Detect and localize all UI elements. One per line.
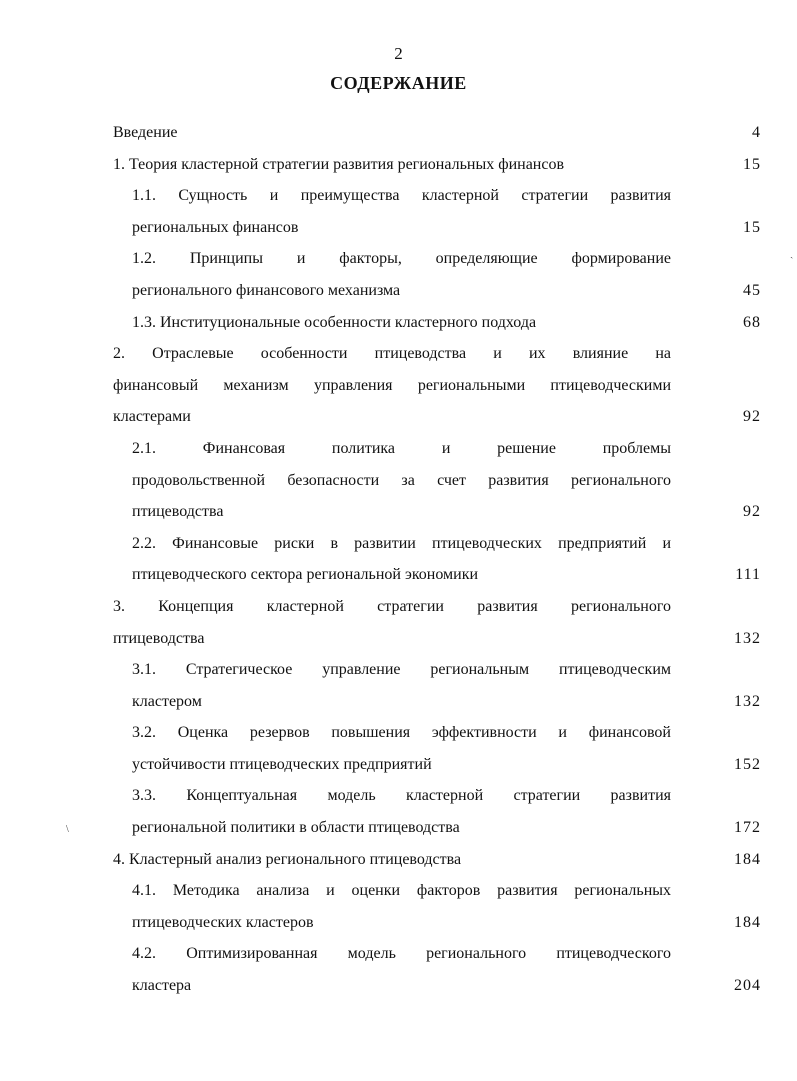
toc-page-number: 152 xyxy=(734,755,761,773)
toc-entry-text: финансовый механизм управления региональными птицеводческими xyxy=(113,376,671,394)
toc-entry-text: кластера xyxy=(132,977,192,995)
toc-entry xyxy=(0,717,797,780)
table-of-contents xyxy=(0,117,797,1002)
scan-mark: ˎ xyxy=(790,248,794,259)
toc-entry-text: Введение xyxy=(113,124,178,141)
scan-mark: \ xyxy=(66,824,69,835)
toc-entry-text: 3. Концепция кластерной стратегии развития регионального xyxy=(113,597,671,615)
toc-entry-text: 4. Кластерный анализ регионального птицеводства xyxy=(113,850,462,868)
page-number: 2 xyxy=(394,44,403,63)
toc-page-number: 4 xyxy=(752,124,761,141)
toc-page-number: 15 xyxy=(743,218,761,236)
toc-page-number: 184 xyxy=(734,913,761,931)
toc-entry-text: 3.1. Стратегическое управление региональным птицеводческим xyxy=(132,661,671,679)
toc-entry-text: регионального финансового механизма xyxy=(132,281,401,299)
toc-entry xyxy=(0,938,797,1001)
toc-entry-text: птицеводства xyxy=(132,503,224,521)
toc-page-number: 45 xyxy=(743,281,761,299)
toc-entry-text: региональной политики в области птицеводства xyxy=(132,819,460,837)
toc-entry xyxy=(0,528,797,591)
toc-page-number: 15 xyxy=(743,155,761,173)
toc-entry-text: 1.3. Институциональные особенности кластерного подхода xyxy=(132,313,537,331)
toc-page-number: 111 xyxy=(735,566,761,584)
toc-entry xyxy=(0,117,797,149)
toc-page-number: 204 xyxy=(734,977,761,995)
toc-page-number: 92 xyxy=(743,408,761,426)
toc-entry-text: 1. Теория кластерной стратегии развития региональных финансов xyxy=(113,155,565,173)
toc-entry xyxy=(0,180,797,243)
toc-entry-text: 2.2. Финансовые риски в развитии птицеводческих предприятий и xyxy=(132,534,671,552)
toc-entry-text: 2.1. Финансовая политика и решение проблемы xyxy=(132,439,671,457)
toc-entry xyxy=(0,654,797,717)
toc-page-number: 68 xyxy=(743,313,761,331)
toc-entry xyxy=(0,243,797,306)
toc-entry xyxy=(0,875,797,938)
toc-entry xyxy=(0,338,797,433)
toc-entry-text: 3.3. Концептуальная модель кластерной стратегии развития xyxy=(132,787,671,805)
toc-entry xyxy=(0,780,797,843)
toc-entry-text: продовольственной безопасности за счет развития регионального xyxy=(132,471,671,489)
toc-entry-text: 4.1. Методика анализа и оценки факторов развития региональных xyxy=(132,882,671,900)
toc-entry-text: кластером xyxy=(132,692,202,710)
toc-page-number: 132 xyxy=(734,629,761,647)
toc-page-number: 172 xyxy=(734,819,761,837)
toc-entry-text: птицеводческого сектора региональной экономики xyxy=(132,566,479,584)
page-title: СОДЕРЖАНИЕ xyxy=(330,73,467,93)
toc-entry-text: 1.1. Сущность и преимущества кластерной стратегии развития xyxy=(132,187,671,205)
toc-entry-text: птицеводства xyxy=(113,629,205,647)
toc-entry-text: 3.2. Оценка резервов повышения эффективности и финансовой xyxy=(132,724,671,742)
toc-entry xyxy=(0,149,797,181)
toc-entry xyxy=(0,844,797,876)
toc-entry-text: 4.2. Оптимизированная модель регионального птицеводческого xyxy=(132,945,671,963)
toc-entry-text: региональных финансов xyxy=(132,218,299,236)
toc-entry-text: кластерами xyxy=(113,408,191,426)
toc-entry-text: птицеводческих кластеров xyxy=(132,913,314,931)
toc-entry-text: устойчивости птицеводческих предприятий xyxy=(132,755,432,773)
toc-entry-text: 2. Отраслевые особенности птицеводства и их влияние на xyxy=(113,345,671,363)
toc-page-number: 92 xyxy=(743,503,761,521)
toc-page-number: 184 xyxy=(734,850,761,868)
toc-entry xyxy=(0,307,797,339)
toc-page-number: 132 xyxy=(734,692,761,710)
toc-entry xyxy=(0,433,797,528)
toc-entry xyxy=(0,591,797,654)
toc-entry-text: 1.2. Принципы и факторы, определяющие формирование xyxy=(132,250,671,268)
